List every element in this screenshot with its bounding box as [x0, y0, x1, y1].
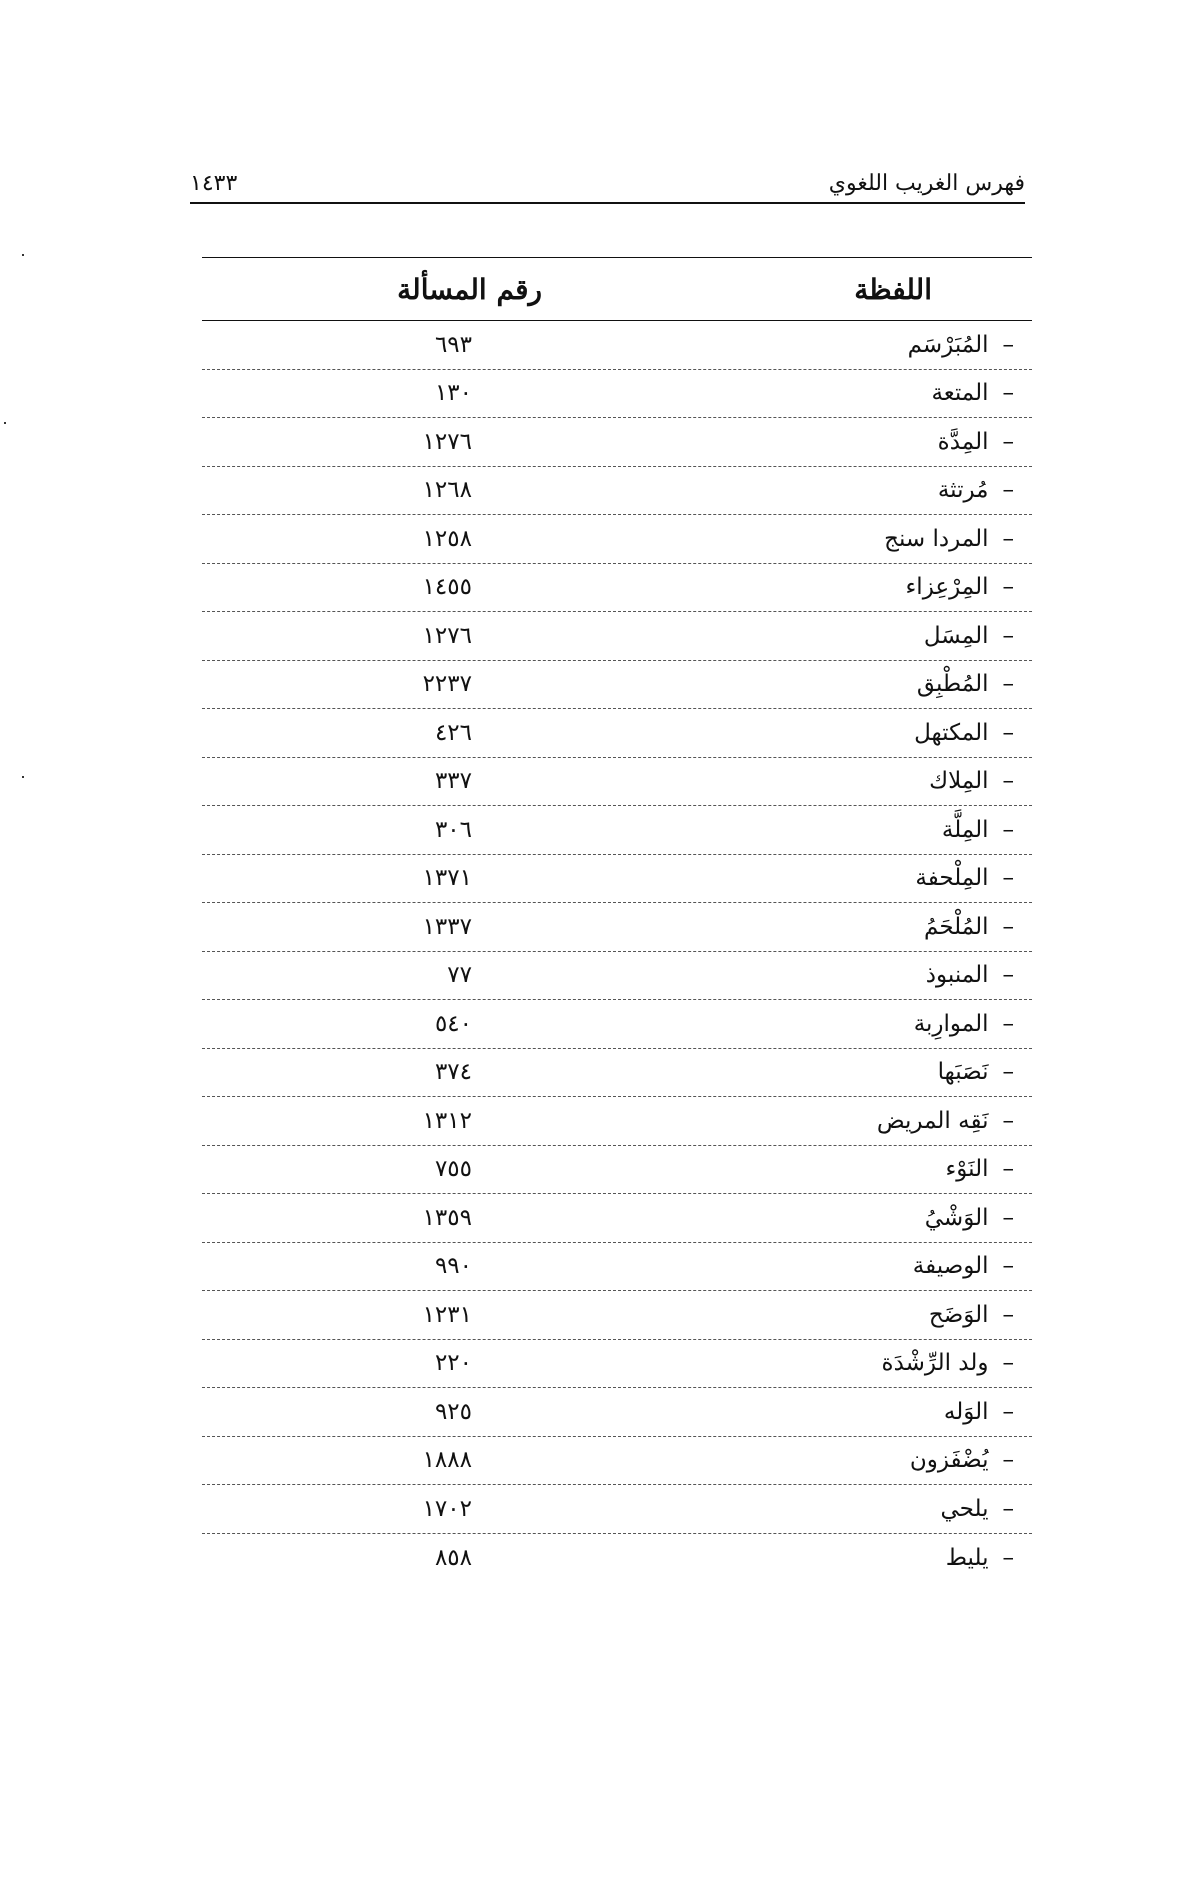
- word-cell: [572, 1253, 1032, 1279]
- word-cell: [572, 623, 1032, 649]
- word-text: المُبَرْسَم: [907, 331, 989, 358]
- number-cell: ٢٢٣٧: [422, 671, 472, 698]
- number-cell: ١٤٥٥: [422, 574, 472, 601]
- number-cell: ١٣٠: [434, 380, 472, 407]
- dash-marker: –: [1002, 719, 1014, 746]
- word-text: المِلاك: [929, 768, 989, 795]
- word-cell: [572, 1108, 1032, 1134]
- word-text: الوَشْيُ: [924, 1204, 989, 1231]
- word-cell: [572, 1011, 1032, 1037]
- word-cell: [572, 1302, 1032, 1328]
- word-cell: [572, 380, 1032, 406]
- dash-marker: –: [1002, 380, 1014, 407]
- number-cell: ١٢٥٨: [422, 525, 472, 552]
- index-table: [202, 257, 1032, 1582]
- running-title: فهرس الغريب اللغوي: [828, 171, 1025, 196]
- word-text: المِلْحفة: [915, 865, 989, 892]
- dash-marker: –: [1002, 913, 1014, 940]
- word-cell: [572, 477, 1032, 503]
- number-cell: ١٢٣١: [422, 1301, 472, 1328]
- page-header: [190, 164, 1025, 204]
- number-cell: ٨٥٨: [434, 1544, 472, 1571]
- table-body: [202, 321, 1032, 1582]
- table-row: [202, 806, 1032, 855]
- word-cell: [572, 332, 1032, 358]
- number-column-header: رقم المسألة: [397, 272, 542, 306]
- word-text: المِسَل: [923, 622, 989, 649]
- word-cell: [572, 1399, 1032, 1425]
- dash-marker: –: [1002, 1544, 1014, 1571]
- word-cell: [572, 1059, 1032, 1085]
- dash-marker: –: [1002, 1398, 1014, 1425]
- dash-marker: –: [1002, 1156, 1014, 1183]
- scan-mark: [4, 422, 6, 424]
- table-row: [202, 1194, 1032, 1243]
- table-row: [202, 709, 1032, 758]
- table-row: [202, 903, 1032, 952]
- word-text: المردا سنج: [884, 525, 989, 552]
- word-cell: [572, 720, 1032, 746]
- number-cell: ١٣١٢: [422, 1107, 472, 1134]
- number-cell: ٩٢٥: [434, 1398, 472, 1425]
- number-cell: ١٢٧٦: [422, 428, 472, 455]
- dash-marker: –: [1002, 1204, 1014, 1231]
- table-row: [202, 418, 1032, 467]
- scan-mark: [22, 254, 24, 256]
- dash-marker: –: [1002, 671, 1014, 698]
- dash-marker: –: [1002, 1350, 1014, 1377]
- word-text: المِدَّة: [937, 428, 989, 455]
- table-row: [202, 1437, 1032, 1486]
- table-row: [202, 612, 1032, 661]
- word-text: يلحي: [940, 1495, 989, 1522]
- table-row: [202, 1534, 1032, 1583]
- number-cell: ١٢٦٨: [422, 477, 472, 504]
- table-row: [202, 1291, 1032, 1340]
- scan-mark: [22, 776, 24, 778]
- word-text: المِلَّة: [941, 816, 989, 843]
- table-header-row: [202, 258, 1032, 321]
- word-column-header: اللفظة: [854, 272, 932, 306]
- word-cell: [572, 865, 1032, 891]
- word-text: ولد الرِّشْدَة: [881, 1350, 989, 1377]
- dash-marker: –: [1002, 477, 1014, 504]
- word-text: المنبوذ: [925, 962, 989, 989]
- word-cell: [572, 962, 1032, 988]
- dash-marker: –: [1002, 1107, 1014, 1134]
- table-row: [202, 661, 1032, 710]
- word-text: يليط: [945, 1544, 989, 1571]
- dash-marker: –: [1002, 574, 1014, 601]
- number-cell: ٣٠٦: [434, 816, 472, 843]
- word-text: المكتهل: [914, 719, 989, 746]
- dash-marker: –: [1002, 331, 1014, 358]
- dash-marker: –: [1002, 1495, 1014, 1522]
- word-text: مُرتثة: [937, 477, 989, 504]
- dash-marker: –: [1002, 1010, 1014, 1037]
- word-cell: [572, 768, 1032, 794]
- dash-marker: –: [1002, 525, 1014, 552]
- word-text: نَقِه المريض: [876, 1107, 989, 1134]
- table-row: [202, 515, 1032, 564]
- table-row: [202, 1485, 1032, 1534]
- table-row: [202, 1146, 1032, 1195]
- dash-marker: –: [1002, 1301, 1014, 1328]
- word-text: يُضْفَزون: [909, 1447, 989, 1474]
- number-cell: ١٣٧١: [422, 865, 472, 892]
- number-cell: ١٣٣٧: [422, 913, 472, 940]
- table-row: [202, 370, 1032, 419]
- word-cell: [572, 1205, 1032, 1231]
- word-cell: [572, 817, 1032, 843]
- number-cell: ١٧٠٢: [422, 1495, 472, 1522]
- table-row: [202, 1097, 1032, 1146]
- dash-marker: –: [1002, 816, 1014, 843]
- number-cell: ٢٢٠: [434, 1350, 472, 1377]
- word-cell: [572, 1447, 1032, 1473]
- table-row: [202, 1388, 1032, 1437]
- table-row: [202, 564, 1032, 613]
- dash-marker: –: [1002, 1253, 1014, 1280]
- number-cell: ١٨٨٨: [422, 1447, 472, 1474]
- word-text: الوَضَح: [928, 1301, 989, 1328]
- number-cell: ٣٧٤: [434, 1059, 472, 1086]
- word-text: الموارِبة: [913, 1010, 989, 1037]
- word-cell: [572, 526, 1032, 552]
- word-cell: [572, 1156, 1032, 1182]
- word-text: المتعة: [931, 380, 989, 407]
- dash-marker: –: [1002, 962, 1014, 989]
- number-cell: ٣٣٧: [434, 768, 472, 795]
- table-row: [202, 1000, 1032, 1049]
- number-cell: ٧٧: [447, 962, 472, 989]
- word-cell: [572, 574, 1032, 600]
- dash-marker: –: [1002, 1059, 1014, 1086]
- table-row: [202, 952, 1032, 1001]
- table-row: [202, 467, 1032, 516]
- dash-marker: –: [1002, 768, 1014, 795]
- word-text: نَصَبَها: [937, 1059, 989, 1086]
- number-cell: ٧٥٥: [434, 1156, 472, 1183]
- word-cell: [572, 1545, 1032, 1571]
- word-cell: [572, 671, 1032, 697]
- word-text: النَوْء: [945, 1156, 989, 1183]
- number-cell: ٦٩٣: [434, 331, 472, 358]
- word-cell: [572, 1350, 1032, 1376]
- table-row: [202, 855, 1032, 904]
- number-cell: ١٢٧٦: [422, 622, 472, 649]
- word-cell: [572, 914, 1032, 940]
- dash-marker: –: [1002, 865, 1014, 892]
- number-cell: ٥٤٠: [434, 1010, 472, 1037]
- number-cell: ٤٢٦: [434, 719, 472, 746]
- word-text: المِرْعِزاء: [905, 574, 989, 601]
- dash-marker: –: [1002, 428, 1014, 455]
- table-row: [202, 1049, 1032, 1098]
- word-cell: [572, 1496, 1032, 1522]
- table-row: [202, 321, 1032, 370]
- table-row: [202, 1243, 1032, 1292]
- number-cell: ٩٩٠: [434, 1253, 472, 1280]
- word-text: المُلْحَمُ: [924, 913, 989, 940]
- word-text: المُطْبِق: [916, 671, 989, 698]
- word-text: الوَله: [943, 1398, 989, 1425]
- table-row: [202, 758, 1032, 807]
- word-cell: [572, 429, 1032, 455]
- table-row: [202, 1340, 1032, 1389]
- number-cell: ١٣٥٩: [422, 1204, 472, 1231]
- dash-marker: –: [1002, 622, 1014, 649]
- page-number: ١٤٣٣: [190, 171, 238, 196]
- dash-marker: –: [1002, 1447, 1014, 1474]
- word-text: الوصيفة: [912, 1253, 989, 1280]
